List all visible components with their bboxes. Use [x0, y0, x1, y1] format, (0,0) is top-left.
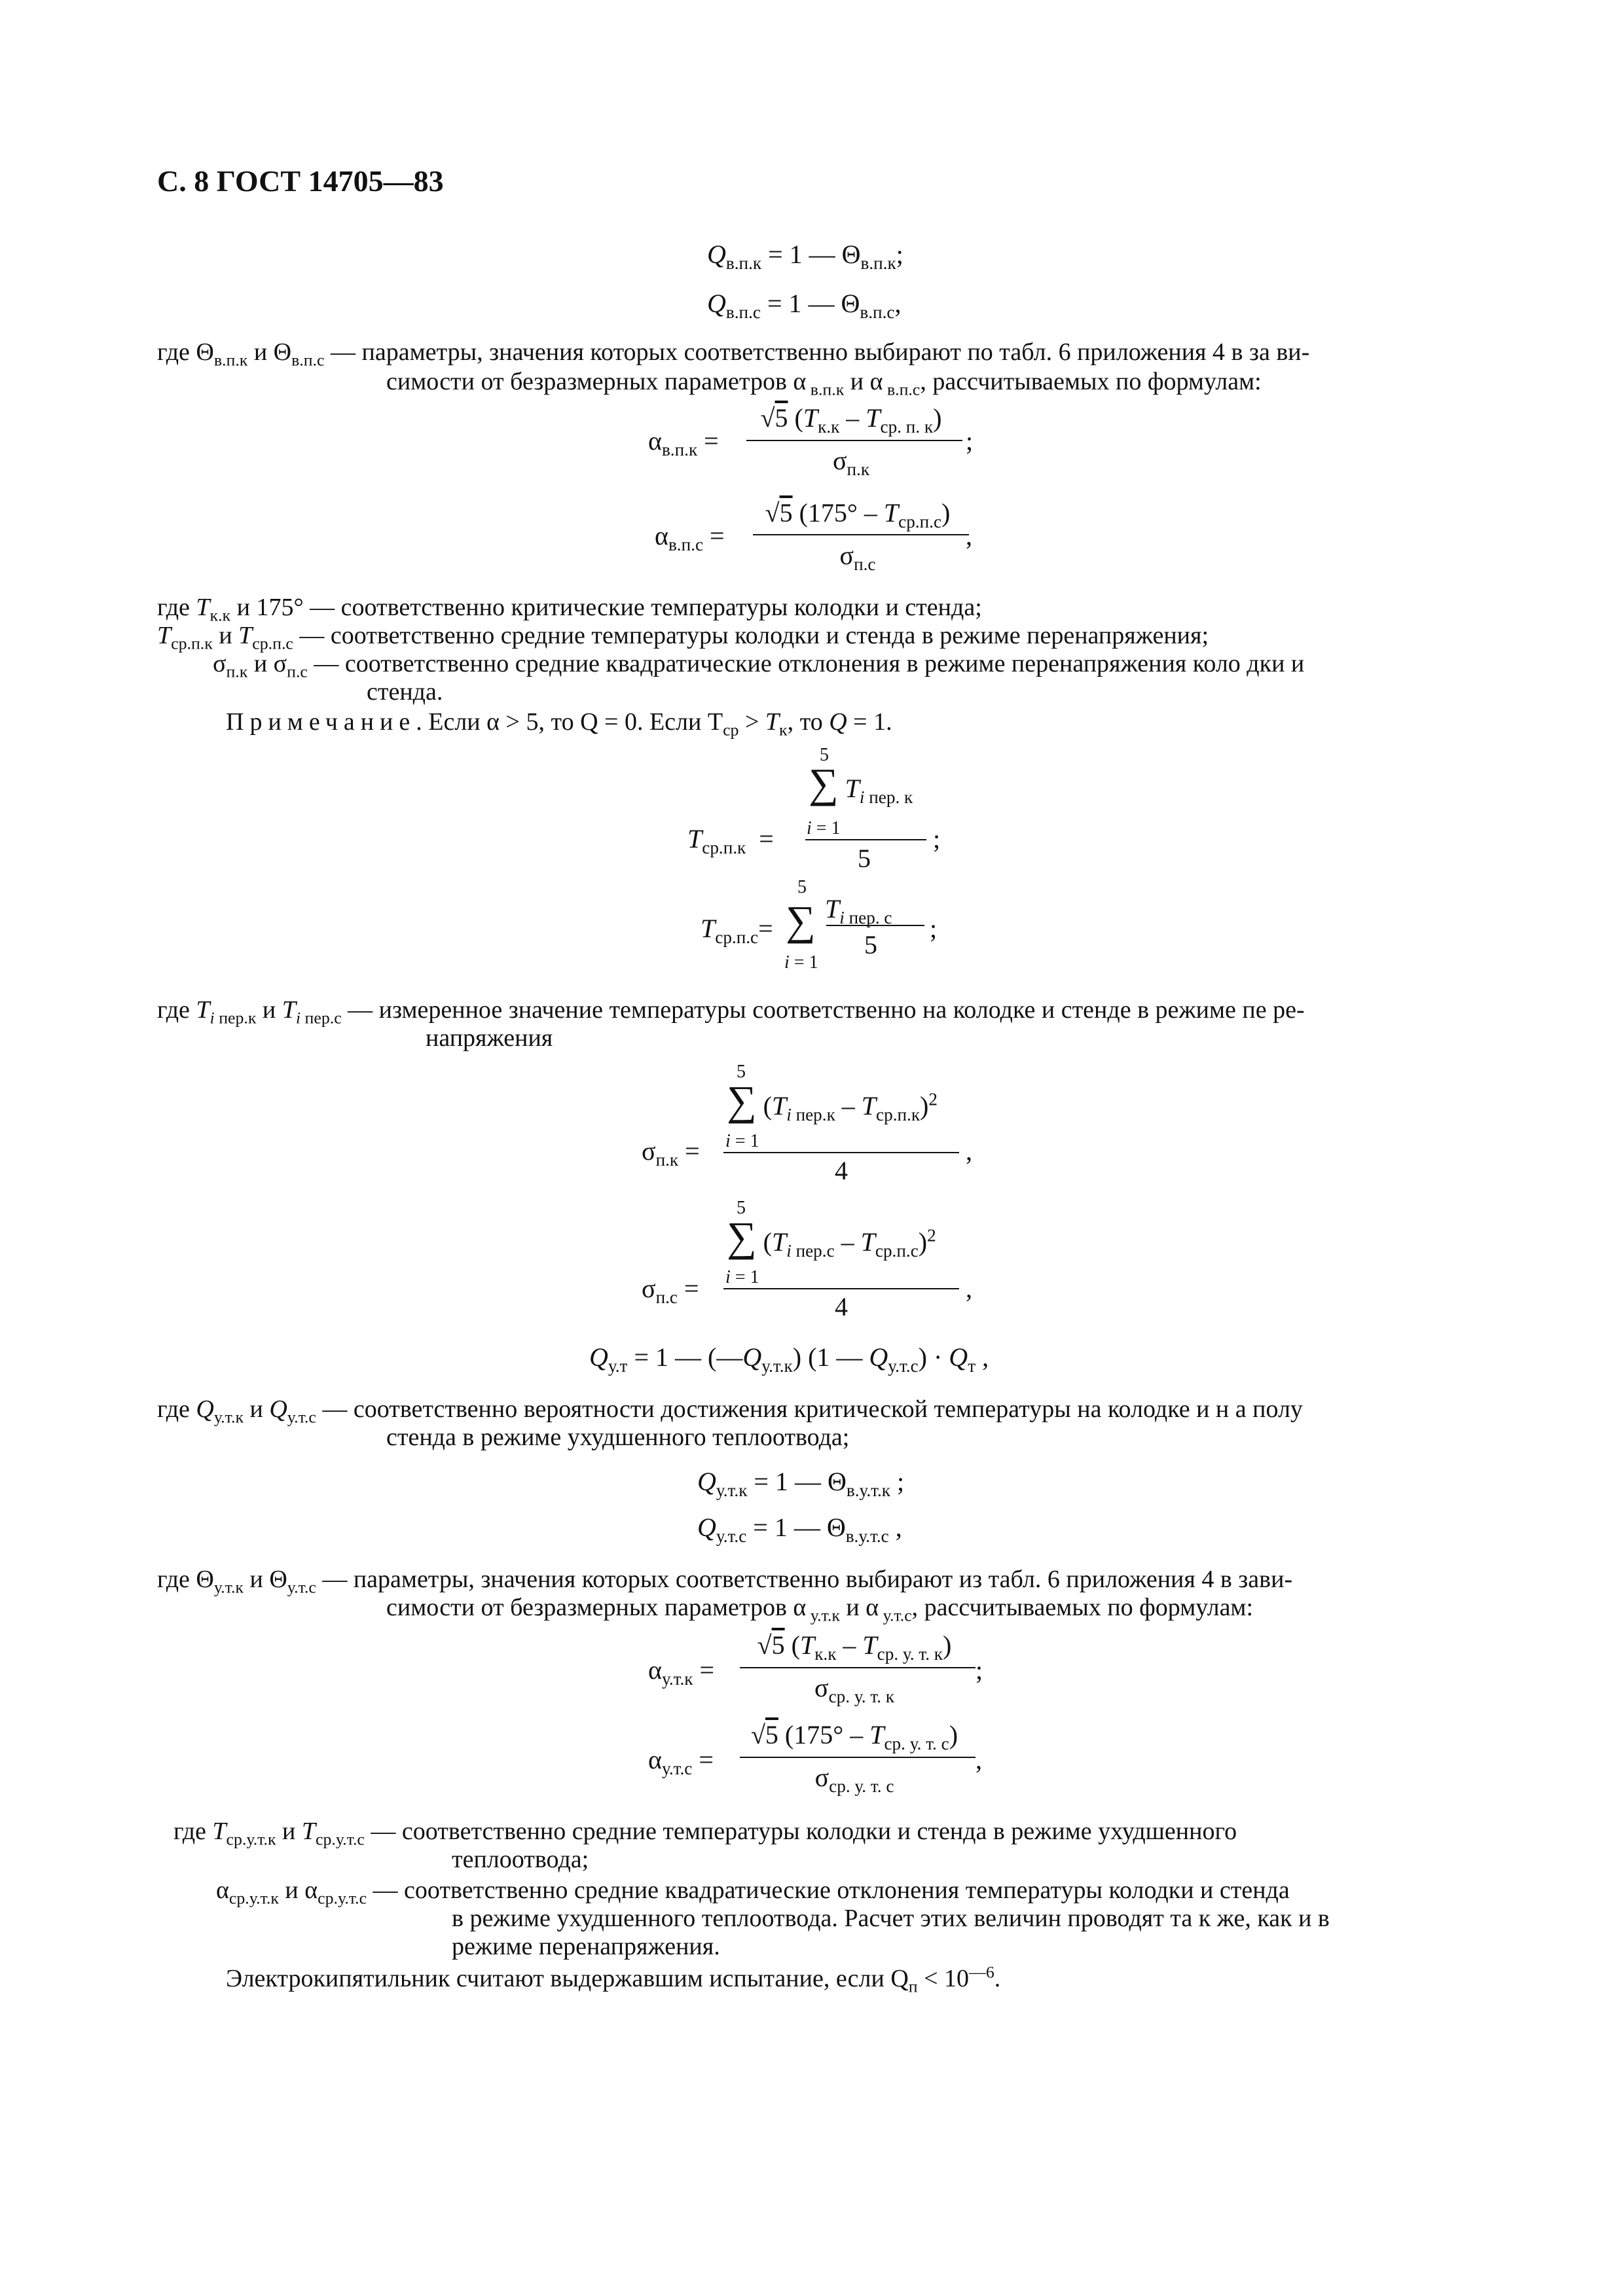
- fraction-bar: [826, 925, 924, 926]
- where-tsr-ut-cont: теплоотвода;: [452, 1846, 589, 1873]
- semicolon: ;: [933, 824, 941, 853]
- formula-q-utk: $Q_{у.т.к} = 1$ — $\Theta_{в.у.т.к}$ ;: [697, 1467, 905, 1500]
- fraction-bar: [746, 440, 962, 441]
- where-alpha-sr-ut: $\alpha_{ср.у.т.к}$ и $\alpha_{ср.у.т.с}$ — соответственно средние квадратические отклонения температуры колодки и стенда: [216, 1876, 1290, 1908]
- semicolon: ;: [976, 1655, 983, 1685]
- sum-lower: i = 1: [725, 1131, 759, 1151]
- formula-sigma-pk-lhs: $\sigma_{п.к}$ =: [642, 1136, 700, 1170]
- sum-upper: 5: [820, 745, 829, 765]
- formula-q-vpk: $Q_{в.п.к} = 1$ — $\Theta_{в.п.к}$;: [707, 240, 903, 273]
- semicolon: ;: [930, 914, 938, 943]
- where-ti: где $T_{i пер.к}$ и $T_{i пер.с}$ — измеренное значение температуры соответственно на колодке и стенде в режиме пе ре-: [157, 996, 1305, 1028]
- where-sigma-cont: стенда.: [367, 678, 443, 706]
- sum-upper: 5: [737, 1198, 746, 1218]
- formula-tsr-pk-lhs: $T_{ср.п.к}$ =: [687, 824, 774, 857]
- final-condition: Электрокипятильник считают выдержавшим испытание, если $Q_п < 10^{—6}$.: [226, 1962, 1001, 1996]
- sum-numerator-ps: $T_{i пер. с}$: [825, 894, 892, 927]
- formula-alpha-vps-den: $\sigma_{п.с}$: [839, 541, 876, 574]
- where-alpha-sr-ut-cont1: в режиме ухудшенного теплоотвода. Расчет этих величин проводят та к же, как и в: [452, 1905, 1330, 1932]
- formula-alpha-uts-lhs: $\alpha_{у.т.с}$ =: [648, 1745, 714, 1778]
- formula-alpha-vpk-num: √5 $(T_{к.к} - T_{ср. п. к})$: [760, 403, 942, 437]
- sum-sign: ∑: [786, 897, 816, 944]
- where-theta-vp-cont: симости от безразмерных параметров α $_{в.п.к}$ и α $_{в.п.с}$, рассчитываемых по формулам:: [386, 368, 1262, 399]
- where-ti-cont: напряжения: [426, 1024, 553, 1052]
- formula-alpha-utk-lhs: $\alpha_{у.т.к}$ =: [648, 1655, 715, 1689]
- denominator-5: 5: [864, 930, 877, 960]
- fraction-bar: [753, 534, 969, 535]
- formula-tsr-ps-lhs: $T_{ср.п.с}=$: [701, 914, 773, 947]
- comma: ,: [966, 1274, 972, 1303]
- semicolon: ;: [966, 426, 974, 456]
- denominator-5: 5: [858, 844, 871, 873]
- page-header: С. 8 ГОСТ 14705—83: [157, 164, 444, 198]
- note: Примечание. Если α > 5, то Q = 0. Если $T_{ср} > T_к$, то Q = 1.: [226, 708, 892, 740]
- where-theta-ut: где $\Theta_{у.т.к}$ и $\Theta_{у.т.с}$ — параметры, значения которых соответственно выбирают из табл. 6 приложения 4 в зави-: [157, 1566, 1293, 1597]
- formula-alpha-utk-num: √5 $(T_{к.к} - T_{ср. у. т. к})$: [757, 1630, 952, 1664]
- where-tkk: где $T_{к.к}$ и 175° — соответственно критические температуры колодки и стенда;: [157, 594, 982, 625]
- sum-lower: i = 1: [725, 1267, 759, 1287]
- formula-sigma-pk-num: ∑ $(T_{i пер.к} - T_{ср.п.к})^2$: [727, 1077, 938, 1124]
- formula-q-vps: $Q_{в.п.с} = 1$ — $\Theta_{в.п.с}$,: [707, 289, 902, 322]
- formula-sigma-ps-lhs: $\sigma_{п.с}$ =: [642, 1274, 699, 1307]
- where-qut: где $Q_{у.т.к}$ и $Q_{у.т.с}$ — соответственно вероятности достижения критической температуры на колодке и н а полу: [157, 1395, 1303, 1427]
- where-sigma: $\sigma_{п.к}$ и $\sigma_{п.с}$ — соответственно средние квадратические отклонения в режиме перенапряжения коло дки и: [213, 650, 1305, 681]
- sum-lower: i = 1: [807, 818, 841, 838]
- sum-lower: i = 1: [784, 952, 818, 973]
- comma: ,: [976, 1745, 982, 1774]
- formula-alpha-vps-num: √5 $(175^\circ - T_{ср.п.с})$: [765, 498, 951, 531]
- sum-upper: 5: [797, 877, 807, 897]
- where-theta-ut-cont: симости от безразмерных параметров α $_{у.т.к}$ и α $_{у.т.с}$, рассчитываемых по формулам:: [386, 1594, 1254, 1625]
- where-qut-cont: стенда в режиме ухудшенного теплоотвода;: [386, 1424, 850, 1451]
- sum-upper: 5: [737, 1062, 746, 1082]
- where-tsr: $T_{ср.п.к}$ и $T_{ср.п.с}$ — соответственно средние температуры колодки и стенда в режиме перенапряжения;: [157, 622, 1209, 653]
- fraction-bar: [723, 1152, 959, 1153]
- formula-alpha-uts-num: √5 $(175^\circ - T_{ср. у. т. с})$: [750, 1720, 958, 1753]
- fraction-bar: [805, 839, 926, 840]
- formula-alpha-vps-lhs: $\alpha_{в.п.с}$ =: [655, 521, 725, 554]
- comma: ,: [966, 1136, 972, 1166]
- fraction-bar: [740, 1757, 976, 1758]
- where-theta-vp: где $\Theta_{в.п.к}$ и $\Theta_{в.п.с}$ — параметры, значения которых соответственно выбирают по табл. 6 приложения 4 в за ви-: [157, 338, 1310, 370]
- fraction-bar: [723, 1288, 959, 1289]
- where-tsr-ut: где $T_{ср.у.т.к}$ и $T_{ср.у.т.с}$ — соответственно средние температуры колодки и стенда в режиме ухудшенного: [173, 1818, 1237, 1849]
- formula-sigma-ps-num: ∑ $(T_{i пер.с} - T_{ср.п.с})^2$: [727, 1213, 936, 1261]
- formula-alpha-vpk-den: $\sigma_{п.к}$: [832, 446, 870, 479]
- where-alpha-sr-ut-cont2: режиме перенапряжения.: [452, 1933, 720, 1960]
- comma: ,: [966, 521, 972, 550]
- formula-alpha-vpk-lhs: $\alpha_{в.п.к}$ =: [648, 426, 719, 459]
- formula-q-ut: $Q_{у.т} = 1$ — $(—Q_{у.т.к})$ (1 — $Q_{у.т.с}) \cdot Q_т$ ,: [589, 1342, 989, 1376]
- fraction-bar: [740, 1667, 976, 1668]
- formula-alpha-uts-den: $\sigma_{ср. у. т. с}$: [814, 1763, 894, 1796]
- sum-numerator-pk: ∑ $T_{i пер. к}$: [809, 760, 913, 807]
- denominator-4: 4: [835, 1292, 848, 1321]
- formula-alpha-utk-den: $\sigma_{ср. у. т. к}$: [814, 1673, 894, 1706]
- denominator-4: 4: [835, 1156, 848, 1185]
- formula-q-uts: $Q_{у.т.с} = 1$ — $\Theta_{в.у.т.с}$ ,: [697, 1513, 902, 1546]
